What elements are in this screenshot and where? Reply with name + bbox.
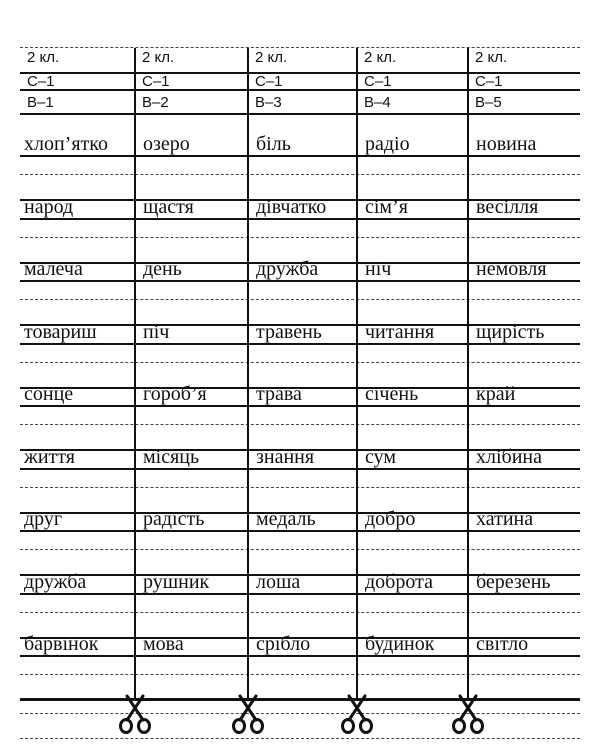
dashed-guide-line	[20, 674, 580, 675]
word-cell: світло	[476, 633, 529, 655]
word-cell: березень	[476, 570, 551, 593]
word-cell: малеча	[24, 258, 83, 280]
grade-label: 2 кл.	[142, 49, 175, 66]
header-rule	[20, 113, 580, 115]
word-cell: хлоп’ятко	[24, 133, 108, 155]
word-cell: будинок	[365, 633, 435, 655]
column-cut-line	[134, 48, 136, 698]
dashed-guide-line	[20, 299, 580, 300]
baseline-rule	[20, 405, 580, 407]
baseline-rule	[20, 655, 580, 657]
word-cell: хлібина	[476, 445, 542, 468]
word-cell: сонце	[24, 383, 74, 405]
code-label: С–1	[142, 73, 170, 90]
dashed-guide-line	[20, 612, 580, 613]
word-cell: край	[476, 383, 516, 405]
word-cell: біль	[256, 133, 291, 155]
word-cell: радість	[143, 508, 205, 530]
word-cell: радіо	[365, 133, 410, 155]
word-cell: доброта	[365, 570, 433, 593]
grade-label: 2 кл.	[364, 49, 397, 66]
variant-label: В–3	[255, 94, 282, 111]
word-cell: дружба	[24, 570, 87, 593]
word-cell: травень	[256, 320, 322, 343]
word-cell: добро	[365, 508, 416, 530]
word-cell: мова	[143, 633, 184, 655]
grade-label: 2 кл.	[255, 49, 288, 66]
word-cell: місяць	[143, 445, 200, 468]
dashed-guide-line	[20, 424, 580, 425]
word-cell: друг	[24, 508, 63, 530]
word-cell: весілля	[476, 195, 539, 218]
word-cell: дружба	[256, 258, 319, 280]
scissors-icon	[451, 694, 485, 734]
word-cell: читання	[365, 320, 435, 343]
code-label: С–1	[364, 73, 392, 90]
variant-label: В–4	[364, 94, 391, 111]
word-cell: гороб’я	[143, 383, 207, 405]
word-cell: хатина	[476, 508, 534, 530]
baseline-rule	[20, 530, 580, 532]
word-cell: щастя	[143, 195, 194, 218]
baseline-rule	[20, 343, 580, 345]
code-label: С–1	[27, 73, 55, 90]
word-cell: піч	[143, 320, 170, 343]
scissors-icon	[118, 694, 152, 734]
word-cell: новина	[476, 133, 537, 155]
bottom-dashed-line	[20, 738, 580, 739]
column-cut-line	[356, 48, 358, 698]
column-cut-line	[467, 48, 469, 698]
word-cell: народ	[24, 195, 74, 218]
scissors-icon	[231, 694, 265, 734]
word-cell: січень	[365, 383, 419, 405]
baseline-rule	[20, 218, 580, 220]
word-cell: немовля	[476, 258, 547, 280]
code-label: С–1	[255, 73, 283, 90]
variant-label: В–2	[142, 94, 169, 111]
column-cut-line	[247, 48, 249, 698]
word-cell: ніч	[365, 258, 392, 280]
baseline-rule	[20, 593, 580, 595]
baseline-rule	[20, 280, 580, 282]
word-cell: знання	[256, 445, 315, 468]
word-cell: сум	[365, 445, 397, 468]
word-cell: дівчатко	[256, 195, 327, 218]
grade-label: 2 кл.	[475, 49, 508, 66]
word-cell: трава	[256, 383, 302, 405]
word-cell: щирість	[476, 320, 545, 343]
baseline-rule	[20, 155, 580, 157]
word-cell: день	[143, 258, 182, 280]
dashed-guide-line	[20, 549, 580, 550]
dashed-guide-line	[20, 487, 580, 488]
code-label: С–1	[475, 73, 503, 90]
word-cell: медаль	[256, 508, 316, 530]
bottom-rule	[20, 698, 580, 700]
dashed-guide-line	[20, 174, 580, 175]
dashed-guide-line	[20, 237, 580, 238]
grade-label: 2 кл.	[27, 49, 60, 66]
baseline-rule	[20, 468, 580, 470]
scissors-icon	[340, 694, 374, 734]
word-cell: життя	[24, 445, 75, 468]
header-top-dashed-line	[20, 47, 580, 48]
word-cell: барвінок	[24, 633, 99, 655]
word-cell: сім’я	[365, 195, 408, 218]
variant-label: В–1	[27, 94, 54, 111]
dashed-guide-line	[20, 362, 580, 363]
word-cell: лоша	[256, 570, 301, 593]
word-cell: озеро	[143, 133, 190, 155]
word-cell: рушник	[143, 570, 210, 593]
variant-label: В–5	[475, 94, 502, 111]
word-cell: товариш	[24, 320, 97, 343]
bottom-dashed-line	[20, 713, 580, 714]
word-cell: срібло	[256, 633, 311, 655]
